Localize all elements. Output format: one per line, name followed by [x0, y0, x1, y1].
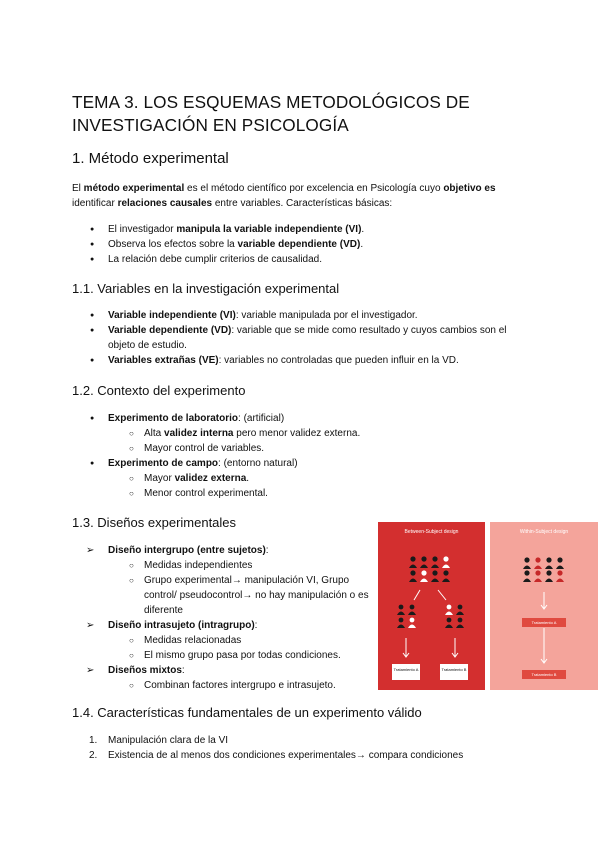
list-item: ➢ Diseños mixtos: [72, 663, 372, 678]
document-title: TEMA 3. LOS ESQUEMAS METODOLÓGICOS DE INVESTIGACIÓN EN PSICOLOGÍA [72, 92, 470, 135]
list-subitem: ○ Combinan factores intergrupo e intrasujeto. [72, 678, 372, 693]
section-1-list [72, 222, 532, 267]
list-item: ➢ Diseño intrasujeto (intragrupo): [72, 618, 372, 633]
list-item: ● El investigador manipula la variable independiente (VI). [72, 222, 532, 237]
treatment-a-box: Tratamiento A [522, 618, 566, 627]
group-a-icon [397, 605, 416, 628]
section-1-intro: El método experimental es el método científico por excelencia en Psicología cuyo objetivo es identificar relaciones causales entre variables. Características básicas: [72, 183, 496, 209]
list-item: ● Variable independiente (VI): variable manipulada por el investigador. [72, 308, 532, 323]
list-subitem: ○ Menor control experimental. [72, 486, 532, 501]
list-item: ● Experimento de campo: (entorno natural) [72, 456, 532, 471]
list-subitem: ○ Grupo experimental→ manipulación VI, Grupo control/ pseudocontrol→ no hay manipulación o es diferente [72, 573, 372, 618]
split-arrows-icon [414, 590, 446, 600]
list-item: ● Experimento de laboratorio: (artificial) [72, 411, 532, 426]
section-1-4-list [72, 733, 532, 763]
list-subitem: ○ Alta validez interna pero menor validez externa. [72, 426, 532, 441]
section-1-2-list [72, 411, 532, 501]
section-heading-1-4: 1.4. Características fundamentales de un experimento válido [72, 705, 422, 720]
people-group-icon [523, 557, 564, 582]
within-subject-design-figure [490, 522, 598, 690]
down-arrows-icon [541, 592, 547, 663]
section-1-3-list [72, 543, 372, 693]
list-subitem: ○ Medidas relacionadas [72, 633, 372, 648]
section-heading-1-2: 1.2. Contexto del experimento [72, 383, 246, 398]
treatment-b-box: Tratamiento B [440, 664, 468, 680]
people-group-icon [409, 556, 450, 582]
figure-left-title: Between-Subject design [404, 529, 459, 535]
list-item: ➢ Diseño intergrupo (entre sujetos): [72, 543, 372, 558]
list-item: ● Variables extrañas (VE): variables no controladas que pueden influir en la VD. [72, 353, 532, 368]
section-heading-1: 1. Método experimental [72, 150, 229, 167]
down-arrows-icon [403, 638, 458, 657]
list-item: 1. Manipulación clara de la VI [89, 735, 229, 746]
treatment-a-box: Tratamiento A [392, 664, 420, 680]
treatment-b-box: Tratamiento B [522, 670, 566, 679]
list-subitem: ○ Mayor control de variables. [72, 441, 532, 456]
list-item: 2. Existencia de al menos dos condiciones experimentales→ compara condiciones [89, 750, 464, 761]
section-heading-1-1: 1.1. Variables en la investigación experimental [72, 281, 340, 296]
section-heading-1-3: 1.3. Diseños experimentales [72, 515, 237, 530]
between-subject-design-figure [378, 522, 485, 690]
list-item: ● Variable dependiente (VD): variable que se mide como resultado y cuyos cambios son el objeto de estudio. [72, 323, 532, 353]
list-subitem: ○ El mismo grupo pasa por todas condiciones. [72, 648, 372, 663]
list-subitem: ○ Medidas independientes [72, 558, 372, 573]
list-subitem: ○ Mayor validez externa. [72, 471, 532, 486]
within-subject-diagram [490, 522, 598, 690]
group-b-icon [445, 605, 464, 628]
list-item: ● Observa los efectos sobre la variable dependiente (VD). [72, 237, 532, 252]
section-1-1-list [72, 308, 532, 368]
figure-right-title: Within-Subject design [519, 529, 569, 535]
list-item: ● La relación debe cumplir criterios de causalidad. [72, 252, 532, 267]
